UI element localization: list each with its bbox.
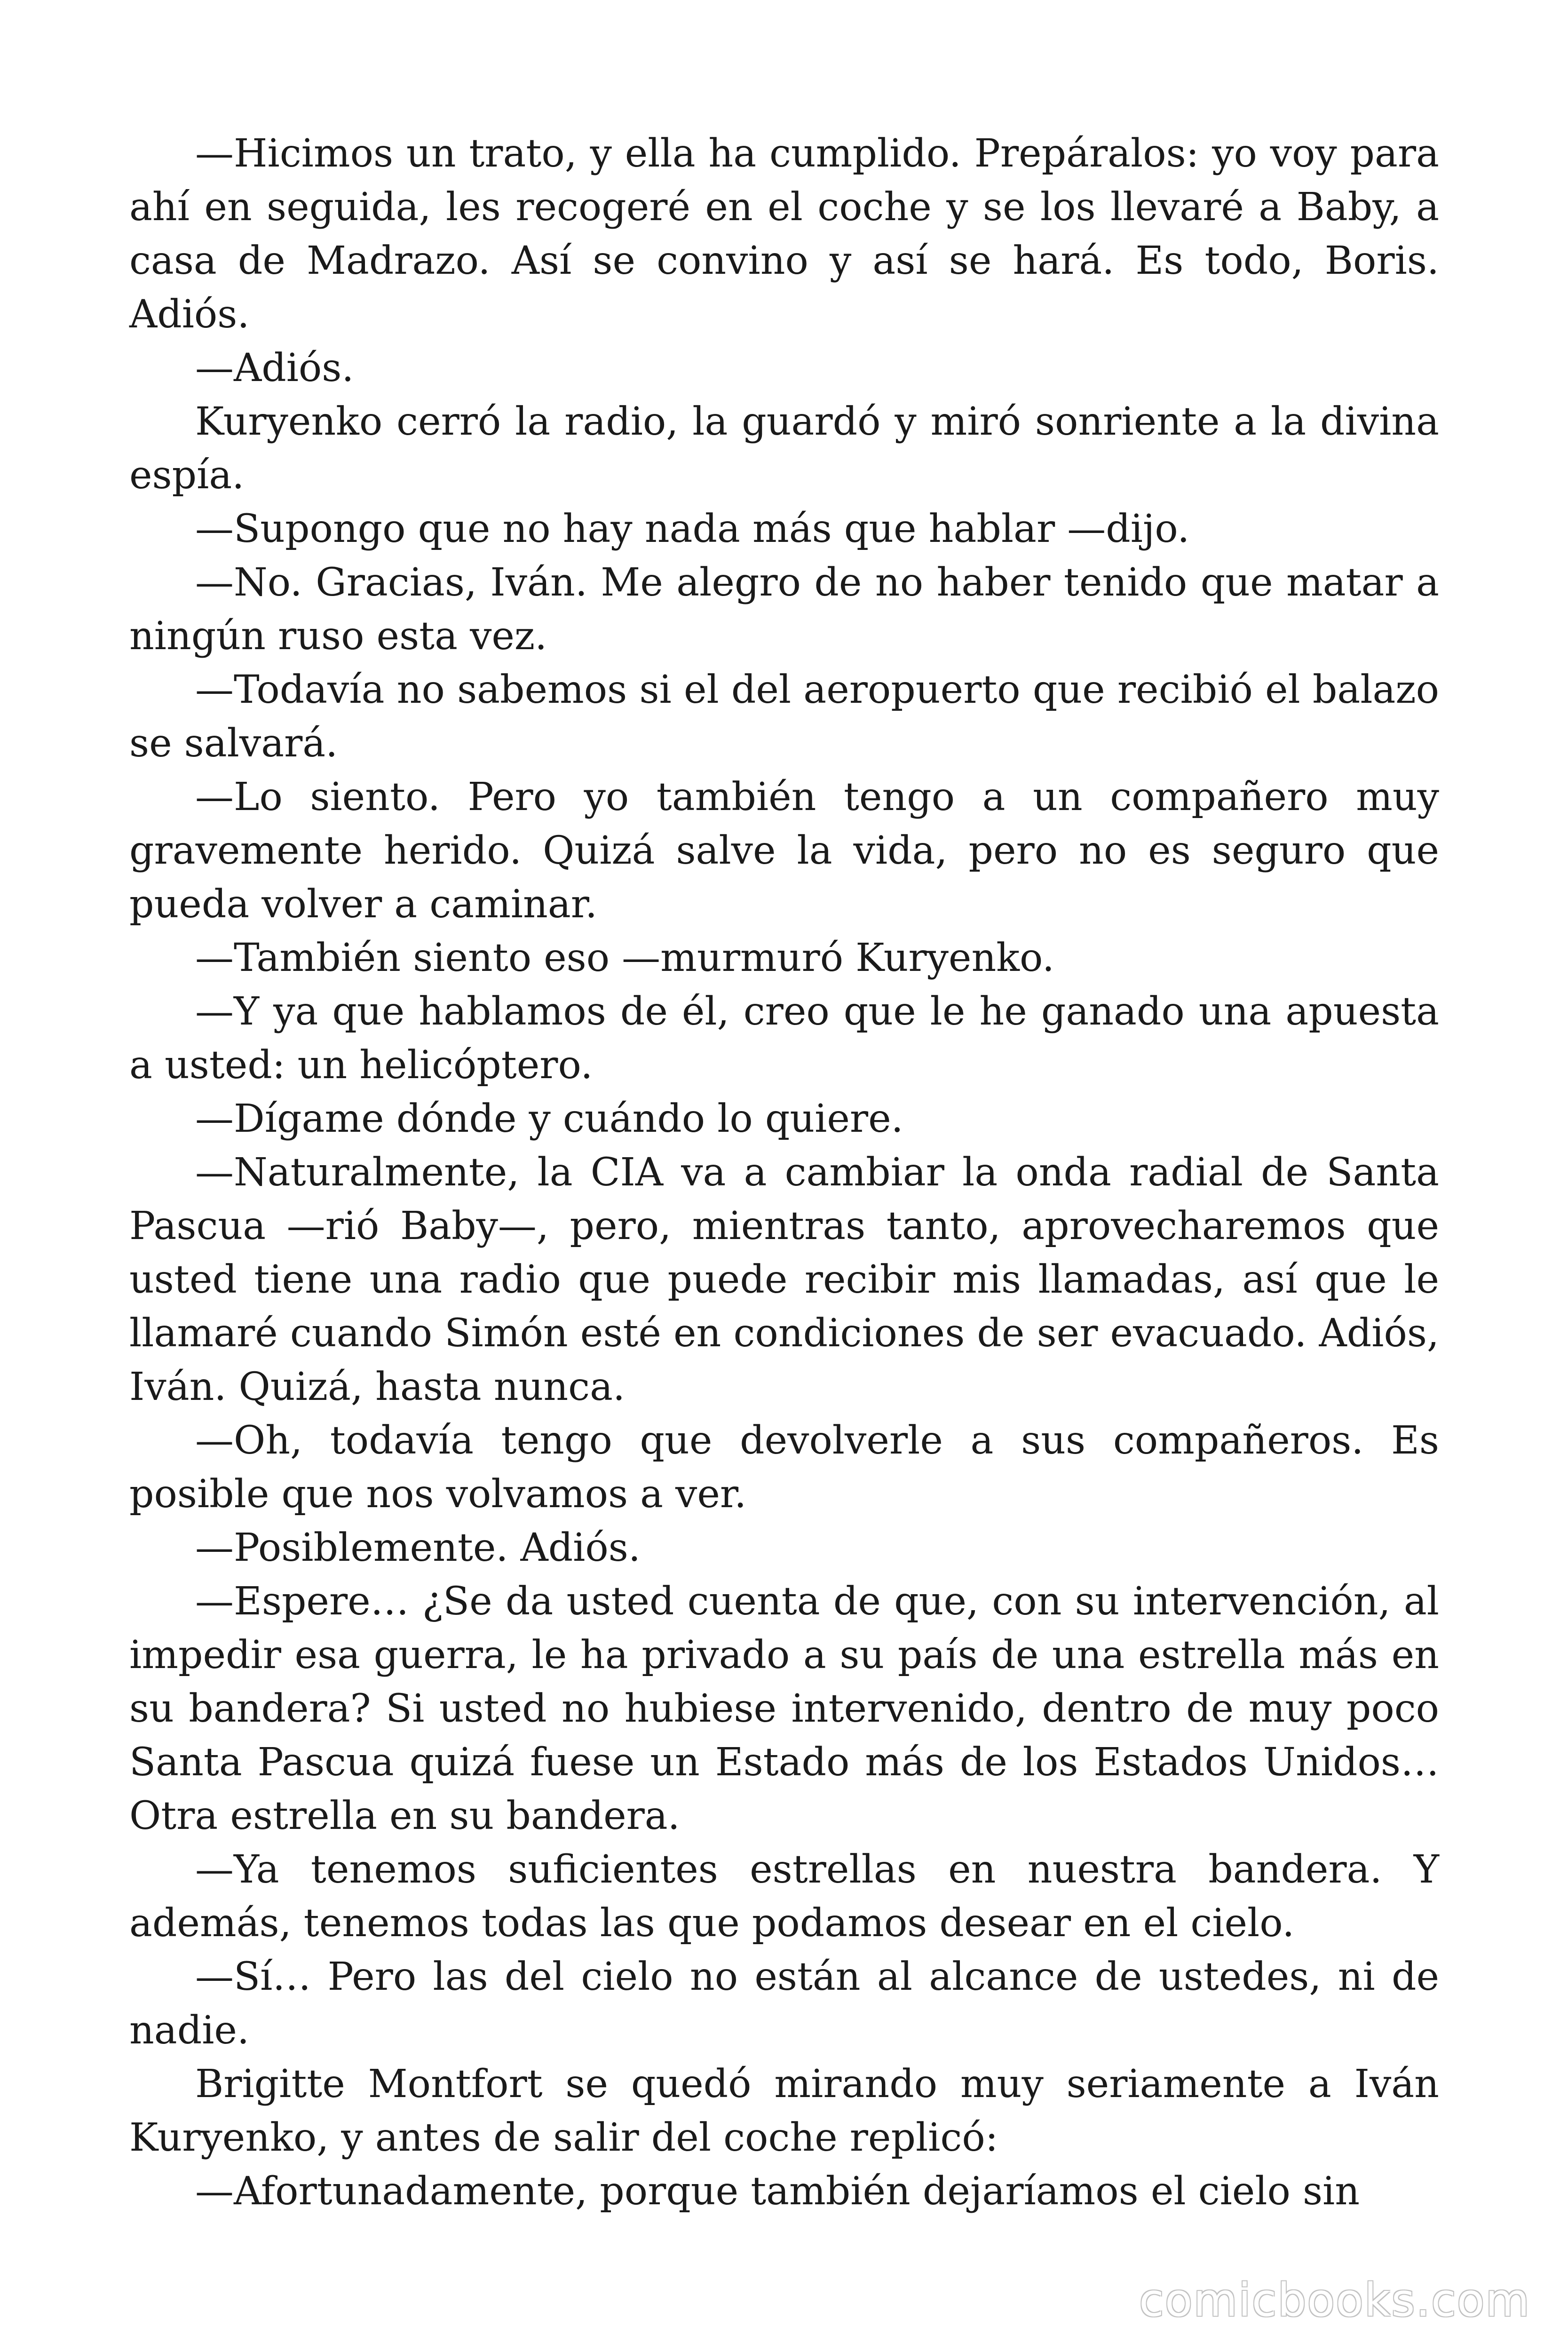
paragraph: —Ya tenemos suficientes estrellas en nuestra bandera. Y además, tenemos todas las que podamos desear en el cielo. bbox=[129, 1847, 1439, 1946]
paragraph: —Oh, todavía tengo que devolverle a sus compañeros. Es posible que nos volvamos a ver. bbox=[129, 1418, 1439, 1517]
paragraph: —Adiós. bbox=[195, 346, 354, 390]
paragraph: —Posiblemente. Adiós. bbox=[195, 1526, 641, 1570]
paragraph: —Supongo que no hay nada más que hablar —dijo. bbox=[195, 507, 1190, 551]
paragraph: —Afortunadamente, porque también dejaríamos el cielo sin bbox=[195, 2169, 1360, 2214]
paragraph: —Sí… Pero las del cielo no están al alcance de ustedes, ni de nadie. bbox=[129, 1955, 1439, 2053]
body-text bbox=[129, 127, 1439, 2218]
paragraph: —No. Gracias, Iván. Me alegro de no haber tenido que matar a ningún ruso esta vez. bbox=[129, 560, 1439, 659]
paragraph: Kuryenko cerró la radio, la guardó y miró sonriente a la divina espía. bbox=[129, 399, 1439, 498]
paragraph: —Todavía no sabemos si el del aeropuerto que recibió el balazo se salvará. bbox=[129, 667, 1439, 766]
paragraph: —Dígame dónde y cuándo lo quiere. bbox=[195, 1097, 903, 1141]
paragraph: Brigitte Montfort se quedó mirando muy seriamente a Iván Kuryenko, y antes de salir del coche replicó: bbox=[129, 2062, 1439, 2160]
paragraph: —También siento eso —murmuró Kuryenko. bbox=[195, 936, 1054, 980]
paragraph: —Lo siento. Pero yo también tengo a un compañero muy gravemente herido. Quizá salve la vida, pero no es seguro que pueda volver a caminar. bbox=[129, 775, 1439, 927]
watermark: comicbooks.com bbox=[1139, 2274, 1530, 2327]
paragraph: —Hicimos un trato, y ella ha cumplido. Prepáralos: yo voy para ahí en seguida, les recogeré en el coche y se los llevaré a Baby, a casa de Madrazo. Así se convino y así se hará. Es todo, Boris. Adiós. bbox=[129, 131, 1439, 337]
paragraph: —Espere… ¿Se da usted cuenta de que, con su intervención, al impedir esa guerra, le ha privado a su país de una estrella más en su bandera? Si usted no hubiese intervenido, dentro de muy poco Santa Pascua quizá fuese un Estado más de los Estados Unidos… Otra estrella en su bandera. bbox=[129, 1579, 1439, 1838]
paragraph: —Naturalmente, la CIA va a cambiar la onda radial de Santa Pascua —rió Baby—, pero, mientras tanto, aprovecharemos que usted tiene una radio que puede recibir mis llamadas, así que le llamaré cuando Simón esté en condiciones de ser evacuado. Adiós, Iván. Quizá, hasta nunca. bbox=[129, 1150, 1439, 1409]
paragraph: —Y ya que hablamos de él, creo que le he ganado una apuesta a usted: un helicóptero. bbox=[129, 989, 1439, 1088]
